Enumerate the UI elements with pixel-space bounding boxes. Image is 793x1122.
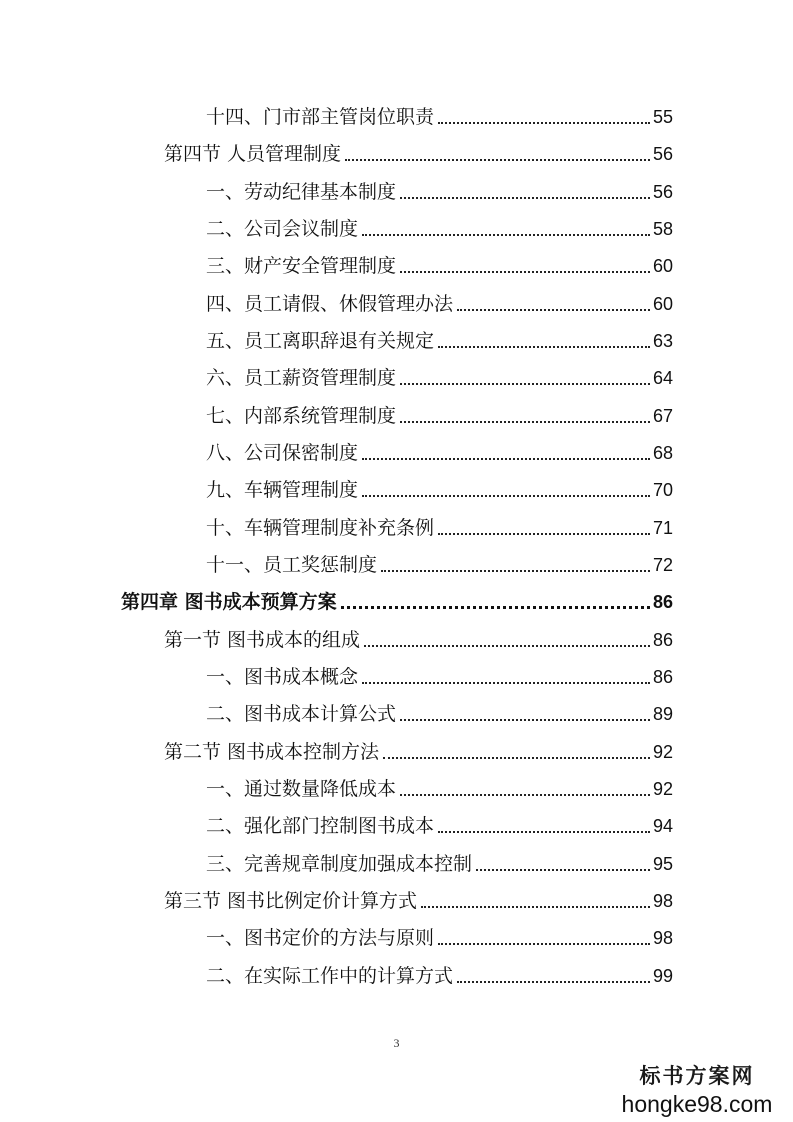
toc-entry[interactable] <box>206 920 673 950</box>
toc-entry-page: 99 <box>652 966 673 986</box>
toc-entry-title: 四、员工请假、休假管理办法 <box>206 293 454 315</box>
dot-leader <box>476 867 650 871</box>
toc-entry-title: 第二节 图书成本控制方法 <box>164 741 380 763</box>
toc-entry-page: 95 <box>652 854 673 874</box>
dot-leader <box>438 531 650 535</box>
toc-entry-page: 94 <box>652 816 673 836</box>
dot-leader <box>362 232 650 236</box>
toc-entry-page: 64 <box>652 368 673 388</box>
toc-entry-page: 72 <box>652 555 673 575</box>
dot-leader <box>383 755 650 759</box>
toc-entry[interactable] <box>206 771 673 801</box>
toc-entry-title: 三、财产安全管理制度 <box>206 255 397 277</box>
toc-entry[interactable] <box>206 286 673 316</box>
toc-entry-page: 58 <box>652 219 673 239</box>
toc-entry-page: 86 <box>652 667 673 687</box>
toc-entry-page: 92 <box>652 742 673 762</box>
dot-leader <box>345 157 650 161</box>
toc-entry-title: 九、车辆管理制度 <box>206 479 359 501</box>
toc-entry-title: 第四章 图书成本预算方案 <box>121 591 337 613</box>
dot-leader <box>438 344 650 348</box>
toc-entry[interactable] <box>206 174 673 204</box>
toc-entry[interactable] <box>206 472 673 502</box>
toc-entry[interactable] <box>206 323 673 353</box>
toc-entry-page: 55 <box>652 107 673 127</box>
toc-entry-page: 98 <box>652 928 673 948</box>
dot-leader <box>438 941 650 945</box>
toc-entry-title: 二、公司会议制度 <box>206 218 359 240</box>
watermark-url: hongke98.com <box>621 1091 773 1117</box>
toc-entry-page: 89 <box>652 704 673 724</box>
toc-entry[interactable] <box>164 136 673 166</box>
toc-entry[interactable] <box>164 622 673 652</box>
toc-entry-page: 98 <box>652 891 673 911</box>
toc-entry-title: 一、劳动纪律基本制度 <box>206 181 397 203</box>
toc-entry[interactable] <box>206 808 673 838</box>
toc-entry-title: 二、在实际工作中的计算方式 <box>206 965 454 987</box>
toc-entry-page: 86 <box>652 630 673 650</box>
toc-entry[interactable] <box>206 248 673 278</box>
toc-entry[interactable] <box>206 659 673 689</box>
dot-leader <box>400 717 650 721</box>
toc-entry-page: 60 <box>652 256 673 276</box>
dot-leader <box>400 381 650 385</box>
dot-leader <box>362 680 650 684</box>
dot-leader <box>438 120 650 124</box>
toc-entry-title: 十、车辆管理制度补充条例 <box>206 517 435 539</box>
toc-entry-title: 五、员工离职辞退有关规定 <box>206 330 435 352</box>
site-watermark <box>604 1064 790 1118</box>
toc-entry[interactable] <box>206 360 673 390</box>
toc-entry-page: 86 <box>652 592 673 612</box>
toc-entry-title: 二、图书成本计算公式 <box>206 703 397 725</box>
toc-entry-title: 第一节 图书成本的组成 <box>164 629 361 651</box>
toc-entry-page: 92 <box>652 779 673 799</box>
toc-chapter-entry[interactable] <box>121 584 673 614</box>
toc-entry[interactable] <box>206 510 673 540</box>
dot-leader <box>457 307 650 311</box>
toc-entry[interactable] <box>206 398 673 428</box>
dot-leader <box>438 829 650 833</box>
dot-leader <box>400 269 650 273</box>
toc-entry-page: 70 <box>652 480 673 500</box>
watermark-site-name: 标书方案网 <box>639 1065 755 1088</box>
dot-leader <box>457 979 650 983</box>
toc-entry[interactable] <box>206 99 673 129</box>
toc-entry-page: 68 <box>652 443 673 463</box>
toc-entry[interactable] <box>164 883 673 913</box>
dot-leader <box>400 419 650 423</box>
toc-entry-page: 71 <box>652 518 673 538</box>
dot-leader <box>364 643 650 647</box>
page-number: 3 <box>393 1036 400 1050</box>
dot-leader <box>362 456 650 460</box>
dot-leader <box>400 792 650 796</box>
toc-entry-page: 63 <box>652 331 673 351</box>
dot-leader <box>421 904 650 908</box>
toc-entry[interactable] <box>206 846 673 876</box>
toc-entry[interactable] <box>206 435 673 465</box>
toc-entry-title: 第三节 图书比例定价计算方式 <box>164 890 418 912</box>
toc-entry-title: 一、图书成本概念 <box>206 666 359 688</box>
toc-entry[interactable] <box>206 211 673 241</box>
dot-leader <box>400 195 650 199</box>
toc-entry[interactable] <box>206 696 673 726</box>
toc-entry-title: 七、内部系统管理制度 <box>206 405 397 427</box>
toc-entry-page: 67 <box>652 406 673 426</box>
toc-entry-title: 一、图书定价的方法与原则 <box>206 927 435 949</box>
toc-entry-title: 八、公司保密制度 <box>206 442 359 464</box>
dot-leader <box>362 493 650 497</box>
toc-entry-title: 一、通过数量降低成本 <box>206 778 397 800</box>
toc-entry-page: 56 <box>652 144 673 164</box>
toc-entry-title: 十四、门市部主管岗位职责 <box>206 106 435 128</box>
dot-leader <box>341 604 650 609</box>
toc-entry-page: 60 <box>652 294 673 314</box>
toc-entry[interactable] <box>206 958 673 988</box>
toc-entry[interactable] <box>206 547 673 577</box>
toc-entry-title: 六、员工薪资管理制度 <box>206 367 397 389</box>
toc-entry-title: 三、完善规章制度加强成本控制 <box>206 853 473 875</box>
toc-entry-title: 二、强化部门控制图书成本 <box>206 815 435 837</box>
toc-entry-title: 第四节 人员管理制度 <box>164 143 342 165</box>
toc-entry[interactable] <box>164 734 673 764</box>
dot-leader <box>381 568 650 572</box>
toc-entry-page: 56 <box>652 182 673 202</box>
toc-entry-title: 十一、员工奖惩制度 <box>206 554 378 576</box>
